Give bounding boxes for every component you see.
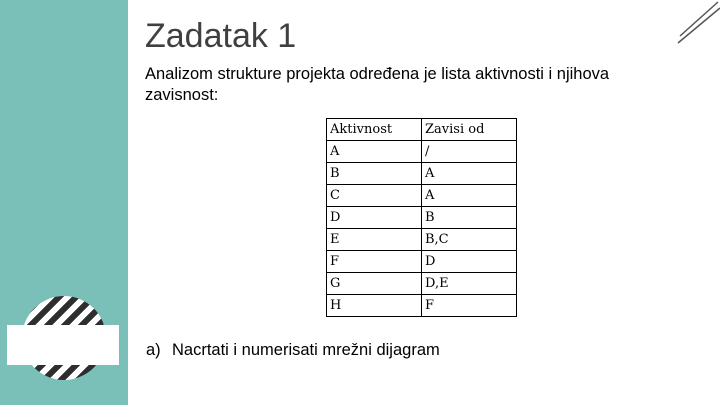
dependency-table [326,118,517,317]
table-row [327,185,517,207]
table-row [327,229,517,251]
table-header-row [327,119,517,141]
header-activity: Aktivnost [327,119,422,141]
activity-cell: C [327,185,422,207]
list-marker: a) [146,341,161,359]
corner-lines-decoration [672,0,720,44]
dependency-cell: A [422,185,517,207]
slide-title: Zadatak 1 [145,17,297,55]
activity-cell: A [327,141,422,163]
task-question [146,340,440,360]
question-text: Nacrtati i numerisati mrežni dijagram [172,341,440,359]
header-depends-on: Zavisi od [422,119,517,141]
dependency-cell: B [422,207,517,229]
table-row [327,273,517,295]
intro-text: Analizom strukture projekta određena je lista aktivnosti i njihova zavisnost: [145,65,610,104]
activity-cell: B [327,163,422,185]
dependency-cell: D,E [422,273,517,295]
activity-cell: H [327,295,422,317]
activity-cell: E [327,229,422,251]
dependency-cell: F [422,295,517,317]
logo-white-band [7,325,119,365]
table-row [327,163,517,185]
dependency-cell: B,C [422,229,517,251]
table-row [327,207,517,229]
table-row [327,141,517,163]
table-row [327,295,517,317]
dependency-cell: / [422,141,517,163]
table-row [327,251,517,273]
dependency-cell: D [422,251,517,273]
activity-cell: G [327,273,422,295]
dependency-cell: A [422,163,517,185]
activity-cell: D [327,207,422,229]
activity-cell: F [327,251,422,273]
